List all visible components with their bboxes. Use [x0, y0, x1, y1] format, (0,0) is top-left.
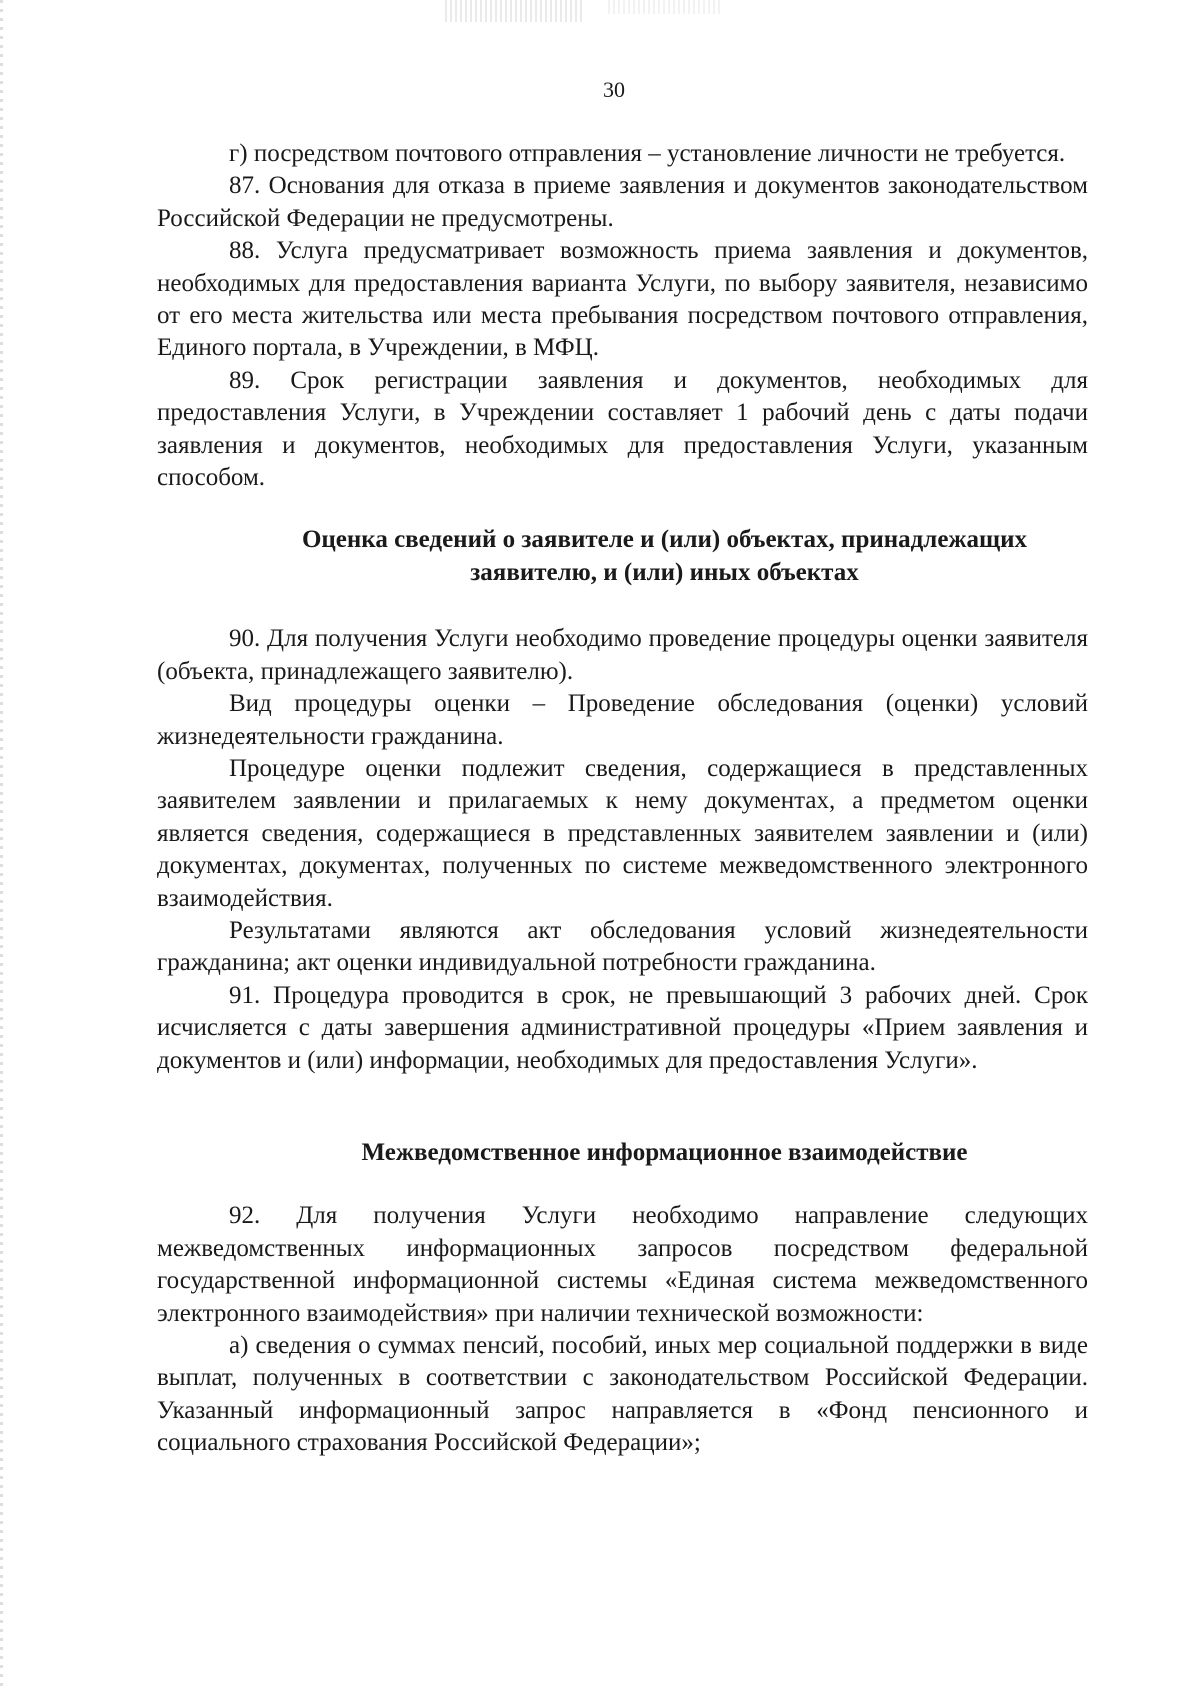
- section-heading-assessment: Оценка сведений о заявителе и (или) объектах, принадлежащих заявителю, и (или) иных объектах: [301, 526, 1028, 586]
- paragraph-87: 87. Основания для отказа в приеме заявления и документов законодательством Российской Федерации не предусмотрены.: [157, 172, 1088, 232]
- section-heading-interagency: Межведомственное информационное взаимодействие: [361, 1138, 968, 1166]
- paragraph-91: 91. Процедура проводится в срок, не превышающий 3 рабочих дней. Срок исчисляется с даты завершения административной процедуры «Прием заявления и документов и (или) информации, необходимых для предоставления Услуги».: [157, 981, 1088, 1074]
- paragraph-89: 89. Срок регистрации заявления и документов, необходимых для предоставления Услуги, в Учреждении составляет 1 рабочий день с даты подачи заявления и документов, необходимых для предоставления Услуги, указанным способом.: [157, 366, 1088, 492]
- paragraph-assessment-subject: Процедуре оценки подлежит сведения, содержащиеся в представленных заявителем заявлении и прилагаемых к нему документах, а предметом оценки является сведения, содержащиеся в представленных заявителем заявлении и (или) документах, документах, полученных по системе межведомственного электронного взаимодействия.: [157, 754, 1088, 912]
- scan-artifact-left: [0, 0, 3, 1689]
- paragraph-92: 92. Для получения Услуги необходимо направление следующих межведомственных информационных запросов посредством федеральной государственной информационной системы «Единая система межведомственного электронного взаимодействия» при наличии технической возможности:: [157, 1202, 1088, 1327]
- page-number: 30: [603, 77, 625, 102]
- paragraph-88: 88. Услуга предусматривает возможность приема заявления и документов, необходимых для предоставления варианта Услуги, по выбору заявителя, независимо от его места жительства или места пребывания посредством почтового отправления, Единого портала, в Учреждении, в МФЦ.: [157, 237, 1088, 362]
- paragraph-item-a: а) сведения о суммах пенсий, пособий, иных мер социальной поддержки в виде выплат, полученных в соответствии с законодательством Российской Федерации. Указанный информационный запрос направляется в «Фонд пенсионного и социального страхования Российской Федерации»;: [157, 1332, 1088, 1457]
- paragraph-item-g: г) посредством почтового отправления – установление личности не требуется.: [229, 140, 1066, 167]
- paragraph-assessment-results: Результатами являются акт обследования условий жизнедеятельности гражданина; акт оценки индивидуальной потребности гражданина.: [157, 916, 1088, 977]
- paragraph-assessment-type: Вид процедуры оценки – Проведение обследования (оценки) условий жизнедеятельности гражданина.: [157, 690, 1088, 750]
- scan-artifact-top: [445, 0, 585, 22]
- scan-artifact-top: [608, 0, 723, 14]
- document-body: [157, 138, 1088, 1460]
- paragraph-90: 90. Для получения Услуги необходимо проведение процедуры оценки заявителя (объекта, принадлежащего заявителю).: [157, 625, 1088, 685]
